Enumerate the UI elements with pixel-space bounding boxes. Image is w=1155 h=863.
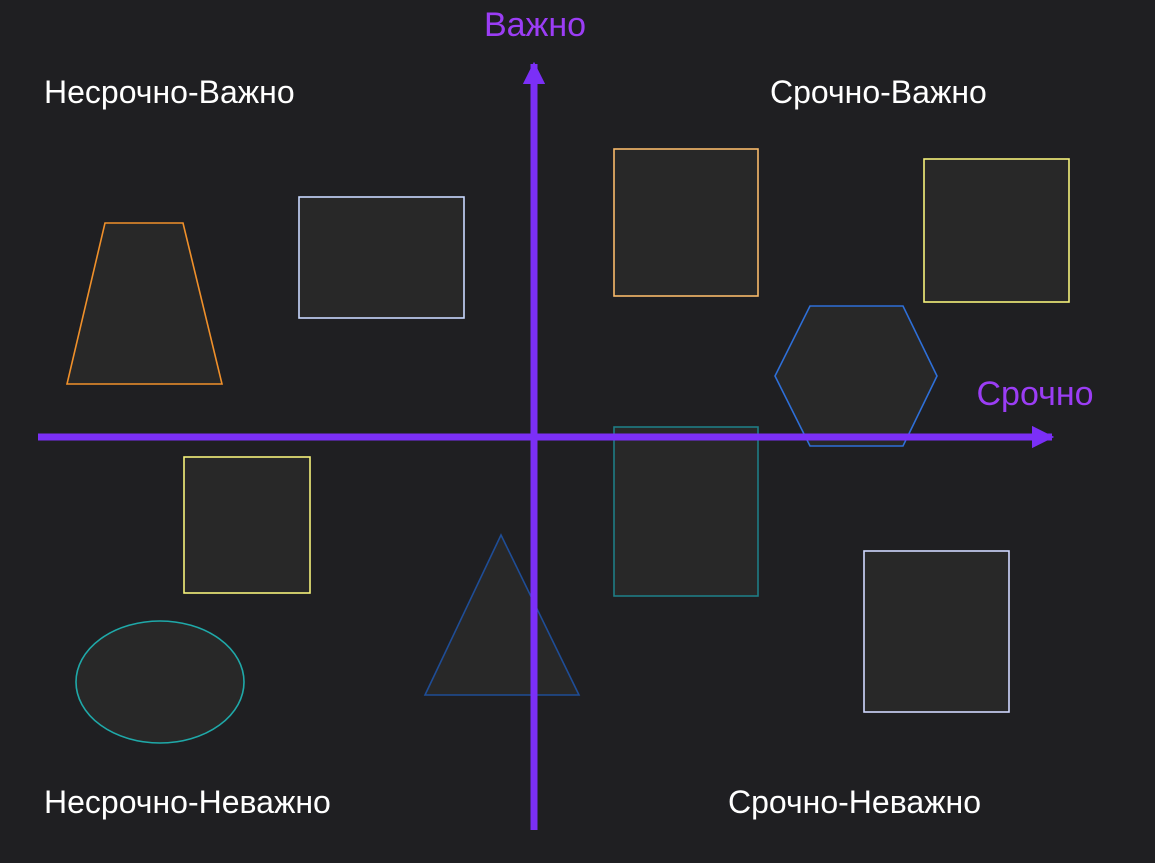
rectangle-shape-light-blue [299,197,464,318]
rectangle-shape-teal [614,427,758,596]
square-shape-orange [614,149,758,296]
square-shape-yellow-top [924,159,1069,302]
vertical-axis-label: Важно [483,6,587,44]
triangle-shape [425,535,579,695]
quadrant-label-bottom-left: Несрочно-Неважно [44,784,331,820]
quadrant-label-bottom-right: Срочно-Неважно [728,784,982,820]
hexagon-shape [775,306,937,446]
rectangle-shape-white [864,551,1009,712]
quadrant-label-top-right: Срочно-Важно [770,74,987,110]
square-shape-yellow-bottom [184,457,310,593]
trapezoid-shape [67,223,222,384]
ellipse-shape [76,621,244,743]
horizontal-axis-label: Срочно [976,375,1094,413]
quadrant-label-top-left: Несрочно-Важно [44,74,295,110]
